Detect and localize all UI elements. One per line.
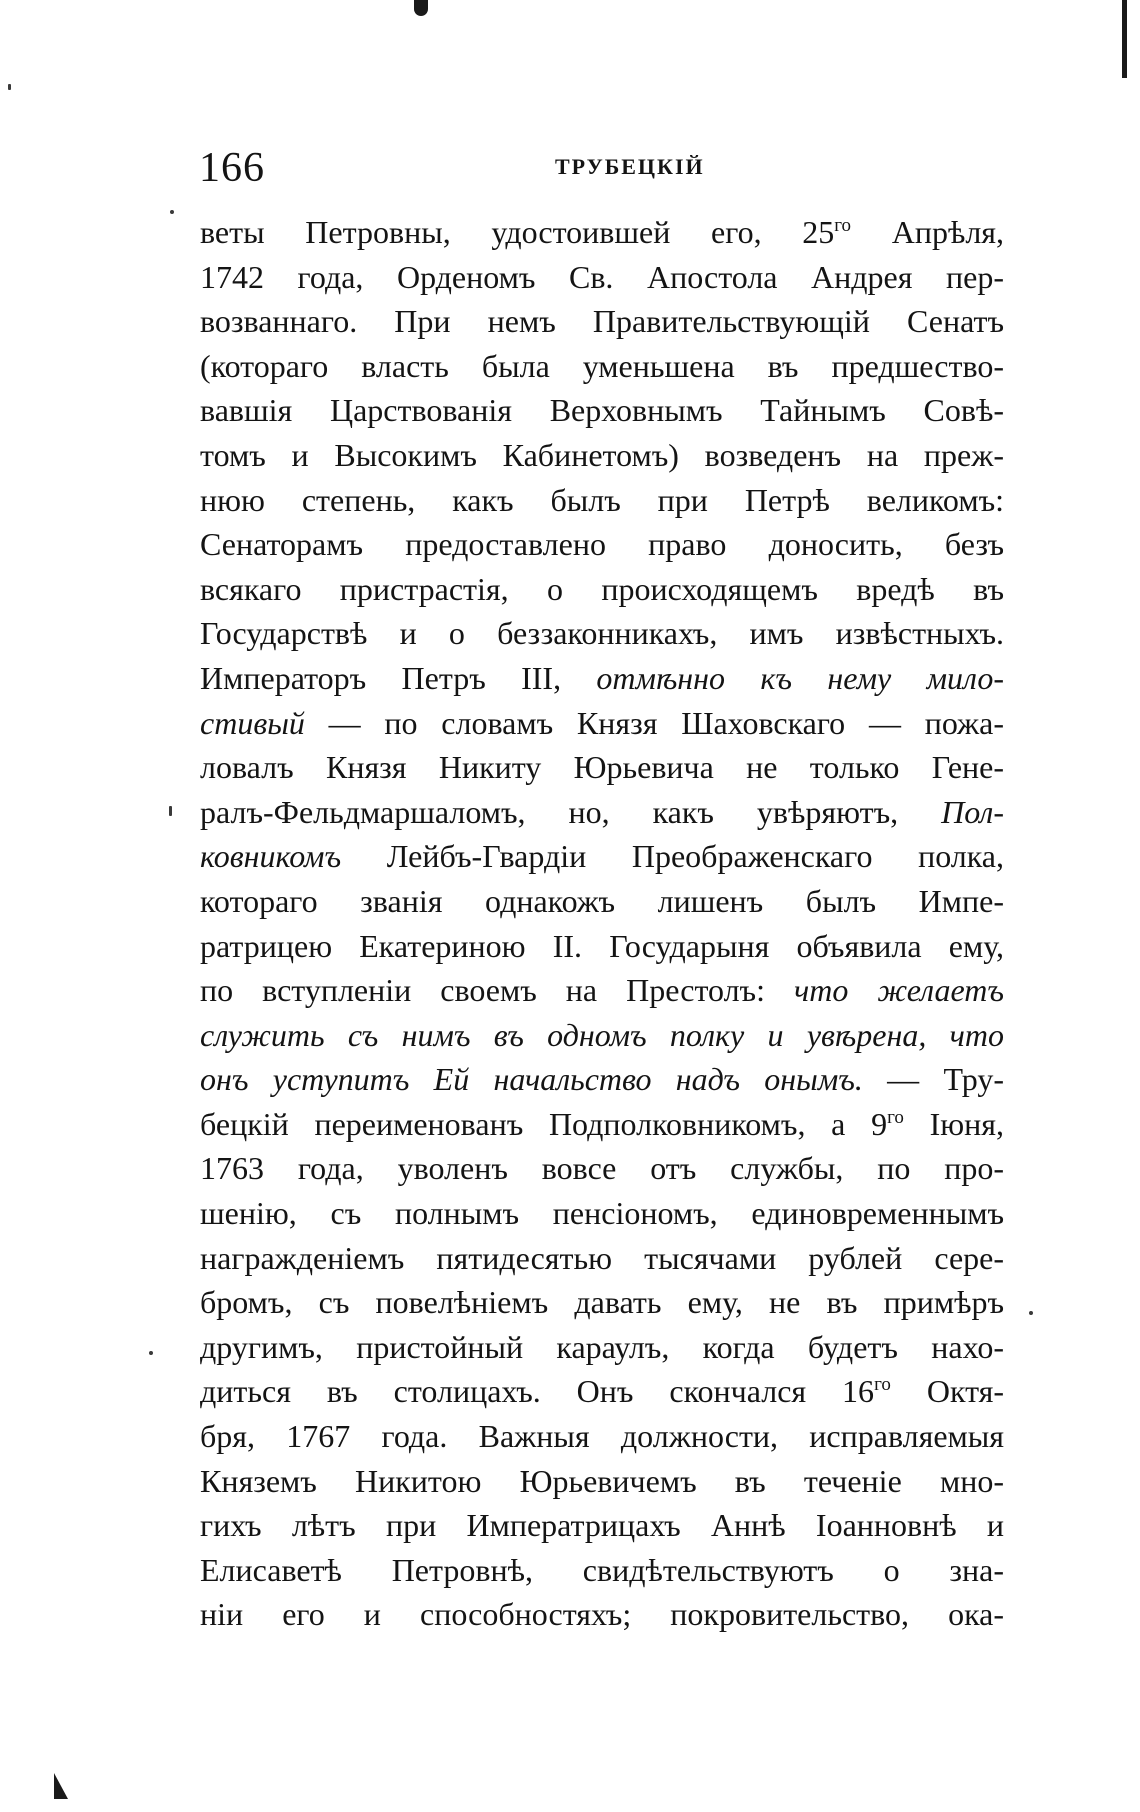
text-segment: 1742 года, Орденомъ Св. Апостола Андрея пер- (200, 258, 1004, 295)
text-line (200, 255, 1004, 300)
text-line (200, 611, 1004, 656)
page-edge-rule (1122, 0, 1127, 78)
text-line (200, 567, 1004, 612)
text-segment: Сенаторамъ предоставлено право доносить, безъ (200, 526, 1004, 563)
text-segment: (котораго власть была уменьшена въ предшество- (200, 347, 1004, 384)
italic-text: что желаетъ (794, 972, 1004, 1009)
superscript-ordinal: го (874, 1374, 891, 1396)
text-line (200, 1548, 1004, 1593)
scan-speck (149, 1351, 153, 1355)
text-line (200, 299, 1004, 344)
scan-speck (1029, 1311, 1033, 1315)
scan-speck (170, 210, 174, 214)
text-line (200, 210, 1004, 255)
text-line (200, 388, 1004, 433)
text-line (200, 1057, 1004, 1102)
scan-speck (8, 84, 11, 90)
text-segment: Апрѣля, (851, 214, 1004, 250)
body-text (200, 210, 1004, 1637)
text-line (200, 968, 1004, 1013)
text-segment: — Тру- (862, 1061, 1004, 1098)
text-segment: веты Петровны, удостоившей его, 25 (200, 214, 835, 250)
text-segment: ралъ-Фельдмаршаломъ, но, какъ увѣряютъ, (200, 793, 942, 830)
italic-text: ковникомъ (200, 838, 342, 875)
text-segment: ловалъ Князя Никиту Юрьевича не только Гене- (200, 749, 1004, 786)
superscript-ordinal: го (834, 215, 852, 236)
scan-speck (169, 806, 172, 816)
text-line (200, 1325, 1004, 1370)
text-segment: Елисаветѣ Петровнѣ, свидѣтельствуютъ о зна- (200, 1551, 1004, 1588)
text-line (200, 924, 1004, 969)
text-segment: Іюня, (903, 1105, 1004, 1142)
text-segment: котораго званія однакожъ лишенъ былъ Импе- (200, 882, 1004, 919)
text-line (200, 1013, 1004, 1058)
text-segment: ратрицею Екатериною II. Государыня объявила ему, (200, 927, 1004, 964)
text-line (200, 1146, 1004, 1191)
text-segment: нюю степень, какъ былъ при Петрѣ великомъ: (200, 481, 1004, 518)
text-segment: другимъ, пристойный караулъ, когда будетъ нахо- (200, 1328, 1004, 1365)
text-segment: 1763 года, уволенъ вовсе отъ службы, по про- (200, 1150, 1004, 1187)
text-segment: вавшія Царствованія Верховнымъ Тайнымъ Совѣ- (200, 392, 1004, 429)
text-segment: награжденіемъ пятидесятью тысячами рублей сере- (200, 1239, 1004, 1276)
text-segment: бря, 1767 года. Важныя должности, исправляемыя (200, 1418, 1004, 1455)
text-line (200, 1459, 1004, 1504)
text-line (200, 1102, 1004, 1147)
text-segment: ніи его и способностяхъ; покровительство, ока- (200, 1596, 1004, 1633)
text-line (200, 1503, 1004, 1548)
text-line (200, 834, 1004, 879)
text-line (200, 1280, 1004, 1325)
text-line (200, 1369, 1004, 1414)
text-line (200, 745, 1004, 790)
running-head: ТРУБЕЦКІЙ (555, 154, 705, 179)
text-line (200, 1414, 1004, 1459)
text-segment: — по словамъ Князя Шаховскаго — пожа- (304, 704, 1004, 741)
text-line (200, 701, 1004, 746)
page-number: 166 (199, 145, 265, 191)
text-line (200, 1592, 1004, 1637)
ink-blot-top (414, 0, 428, 16)
text-segment: Октя- (890, 1373, 1004, 1410)
text-line (200, 344, 1004, 389)
text-segment: возваннаго. При немъ Правительствующій Сенатъ (200, 303, 1004, 340)
italic-text: служить съ нимъ въ одномъ полку и увѣрена, что (200, 1016, 1004, 1053)
text-segment: гихъ лѣтъ при Императрицахъ Аннѣ Іоанновнѣ и (200, 1507, 1004, 1544)
text-segment: Императоръ Петръ III, (200, 659, 597, 696)
italic-text: онъ уступитъ Ей начальство надъ онымъ. (200, 1061, 863, 1098)
text-segment: по вступленіи своемъ на Престолъ: (200, 972, 795, 1009)
text-segment: томъ и Высокимъ Кабинетомъ) возведенъ на преж- (200, 436, 1004, 473)
italic-text: стивый (200, 704, 305, 741)
text-segment: бромъ, съ повелѣніемъ давать ему, не въ примѣръ (200, 1284, 1004, 1321)
superscript-ordinal: го (887, 1106, 904, 1128)
text-segment: Лейбъ-Гвардіи Преображенскаго полка, (341, 838, 1004, 875)
text-segment: бецкій переименованъ Подполковникомъ, а 9 (200, 1105, 888, 1142)
text-line (200, 790, 1004, 835)
text-line (200, 879, 1004, 924)
text-line (200, 656, 1004, 701)
text-segment: Княземъ Никитою Юрьевичемъ въ теченіе мно- (200, 1462, 1004, 1499)
text-line (200, 1236, 1004, 1281)
text-segment: Государствѣ и о беззаконникахъ, имъ извѣстныхъ. (200, 615, 1004, 652)
text-segment: шенію, съ полнымъ пенсіономъ, единовременнымъ (200, 1195, 1004, 1232)
italic-text: отмѣнно къ нему мило- (596, 659, 1004, 696)
text-line (200, 433, 1004, 478)
text-line (200, 1191, 1004, 1236)
text-line (200, 478, 1004, 523)
text-line (200, 522, 1004, 567)
text-segment: всякаго пристрастія, о происходящемъ вредѣ въ (200, 570, 1004, 607)
text-segment: диться въ столицахъ. Онъ скончался 16 (200, 1373, 875, 1410)
scan-corner-mark (54, 1773, 68, 1799)
italic-text: Пол- (941, 793, 1004, 830)
